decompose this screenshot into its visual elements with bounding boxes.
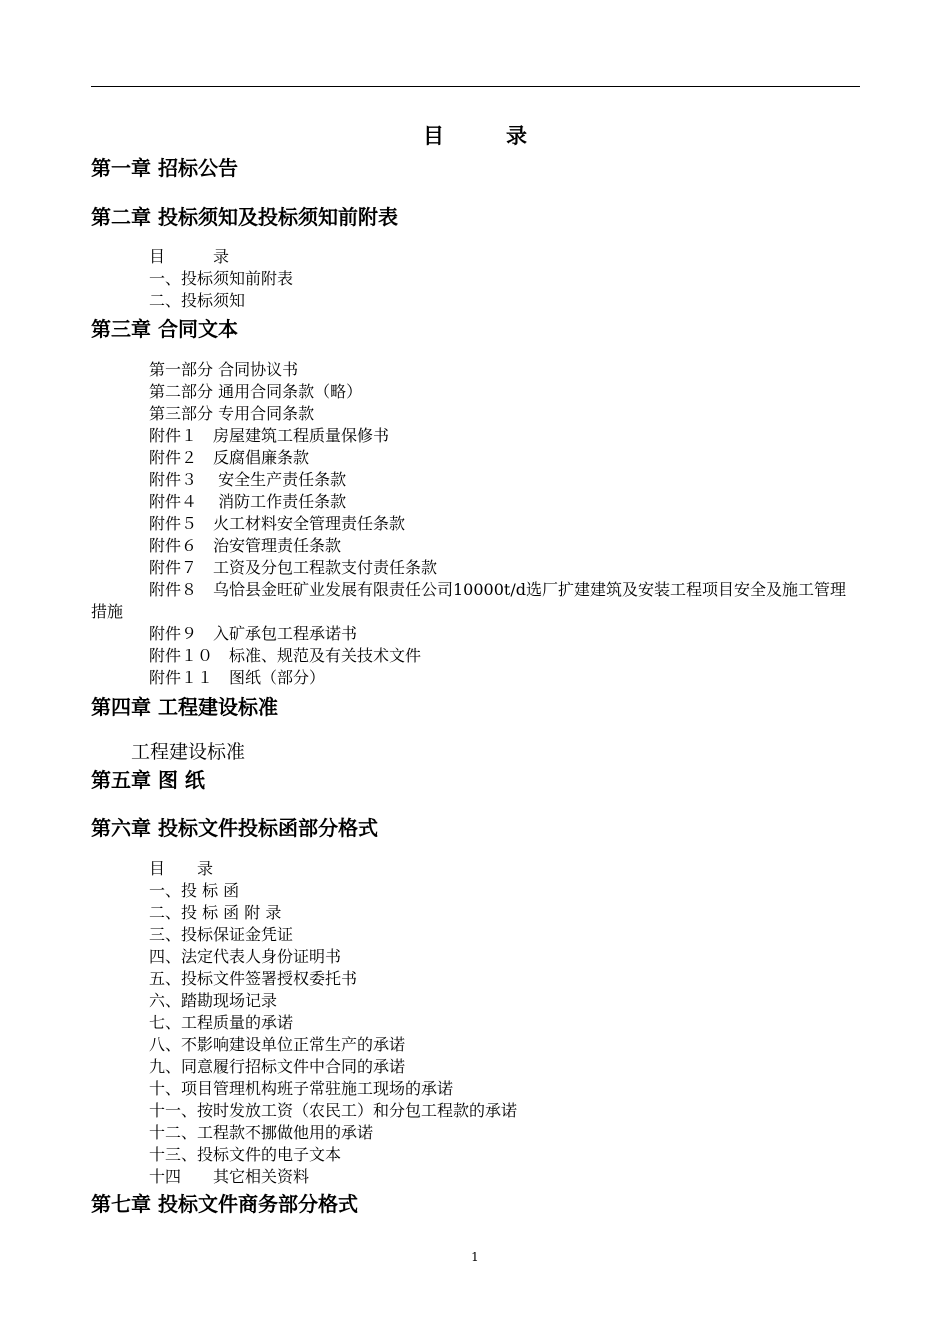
chapter-4-heading: 第四章 工程建设标准 (91, 695, 278, 719)
chapter-3-item: 附件９ 入矿承包工程承诺书 (149, 624, 358, 643)
header-rule (91, 86, 860, 87)
chapter-3-item: 第一部分 合同协议书 (149, 360, 299, 379)
chapter-1-heading: 第一章 招标公告 (91, 156, 238, 180)
chapter-3-item: 附件３ 安全生产责任条款 (149, 470, 347, 489)
chapter-6-item: 十二、工程款不挪做他用的承诺 (149, 1123, 374, 1142)
chapter-3-item: 附件２ 反腐倡廉条款 (149, 448, 310, 467)
chapter-6-item: 六、踏勘现场记录 (149, 991, 278, 1010)
toc-title (0, 120, 950, 150)
chapter-3-item: 附件１ 房屋建筑工程质量保修书 (149, 426, 390, 445)
chapter-6-item: 三、投标保证金凭证 (149, 925, 294, 944)
chapter-6-item: 十、项目管理机构班子常驻施工现场的承诺 (149, 1079, 454, 1098)
chapter-3-item: 附件６ 治安管理责任条款 (149, 536, 342, 555)
page-number: 1 (471, 1250, 479, 1264)
toc-title-char-2: 录 (506, 124, 527, 148)
chapter-6-item: 五、投标文件签署授权委托书 (149, 969, 358, 988)
chapter-6-item: 九、同意履行招标文件中合同的承诺 (149, 1057, 406, 1076)
chapter-6-item: 二、投 标 函 附 录 (149, 903, 282, 922)
chapter-2-item: 二、投标须知 (149, 291, 246, 310)
chapter-3-heading: 第三章 合同文本 (91, 317, 238, 341)
chapter-3-item: 附件５ 火工材料安全管理责任条款 (149, 514, 406, 533)
chapter-3-item: 附件１０ 标准、规范及有关技术文件 (149, 646, 422, 665)
chapter-2-heading: 第二章 投标须知及投标须知前附表 (91, 205, 398, 229)
toc-title-char-1: 目 (423, 124, 444, 148)
chapter-6-item: 十四 其它相关资料 (149, 1167, 310, 1186)
chapter-4-item: 工程建设标准 (131, 741, 246, 763)
chapter-6-item: 目 录 (149, 859, 214, 878)
chapter-6-heading: 第六章 投标文件投标函部分格式 (91, 816, 378, 840)
chapter-6-item: 十一、按时发放工资（农民工）和分包工程款的承诺 (149, 1101, 518, 1120)
chapter-3-item: 第三部分 专用合同条款 (149, 404, 315, 423)
chapter-3-item-wrapped: 附件８ 乌恰县金旺矿业发展有限责任公司10000t/d选厂扩建建筑及安装工程项目安全及施工管理措施 (91, 580, 846, 621)
chapter-7-heading: 第七章 投标文件商务部分格式 (91, 1192, 358, 1216)
chapter-2-item: 一、投标须知前附表 (149, 269, 294, 288)
chapter-3-item: 附件１１ 图纸（部分） (149, 668, 326, 687)
chapter-3-item: 附件７ 工资及分包工程款支付责任条款 (149, 558, 438, 577)
chapter-6-item: 八、不影响建设单位正常生产的承诺 (149, 1035, 406, 1054)
chapter-3-item: 第二部分 通用合同条款（略） (149, 382, 363, 401)
chapter-5-heading: 第五章 图 纸 (91, 768, 205, 792)
chapter-6-item: 七、工程质量的承诺 (149, 1013, 294, 1032)
chapter-2-item: 目 录 (149, 247, 230, 266)
chapter-6-item: 一、投 标 函 (149, 881, 240, 900)
chapter-3-item: 附件４ 消防工作责任条款 (149, 492, 347, 511)
chapter-6-item: 十三、投标文件的电子文本 (149, 1145, 342, 1164)
chapter-6-item: 四、法定代表人身份证明书 (149, 947, 342, 966)
